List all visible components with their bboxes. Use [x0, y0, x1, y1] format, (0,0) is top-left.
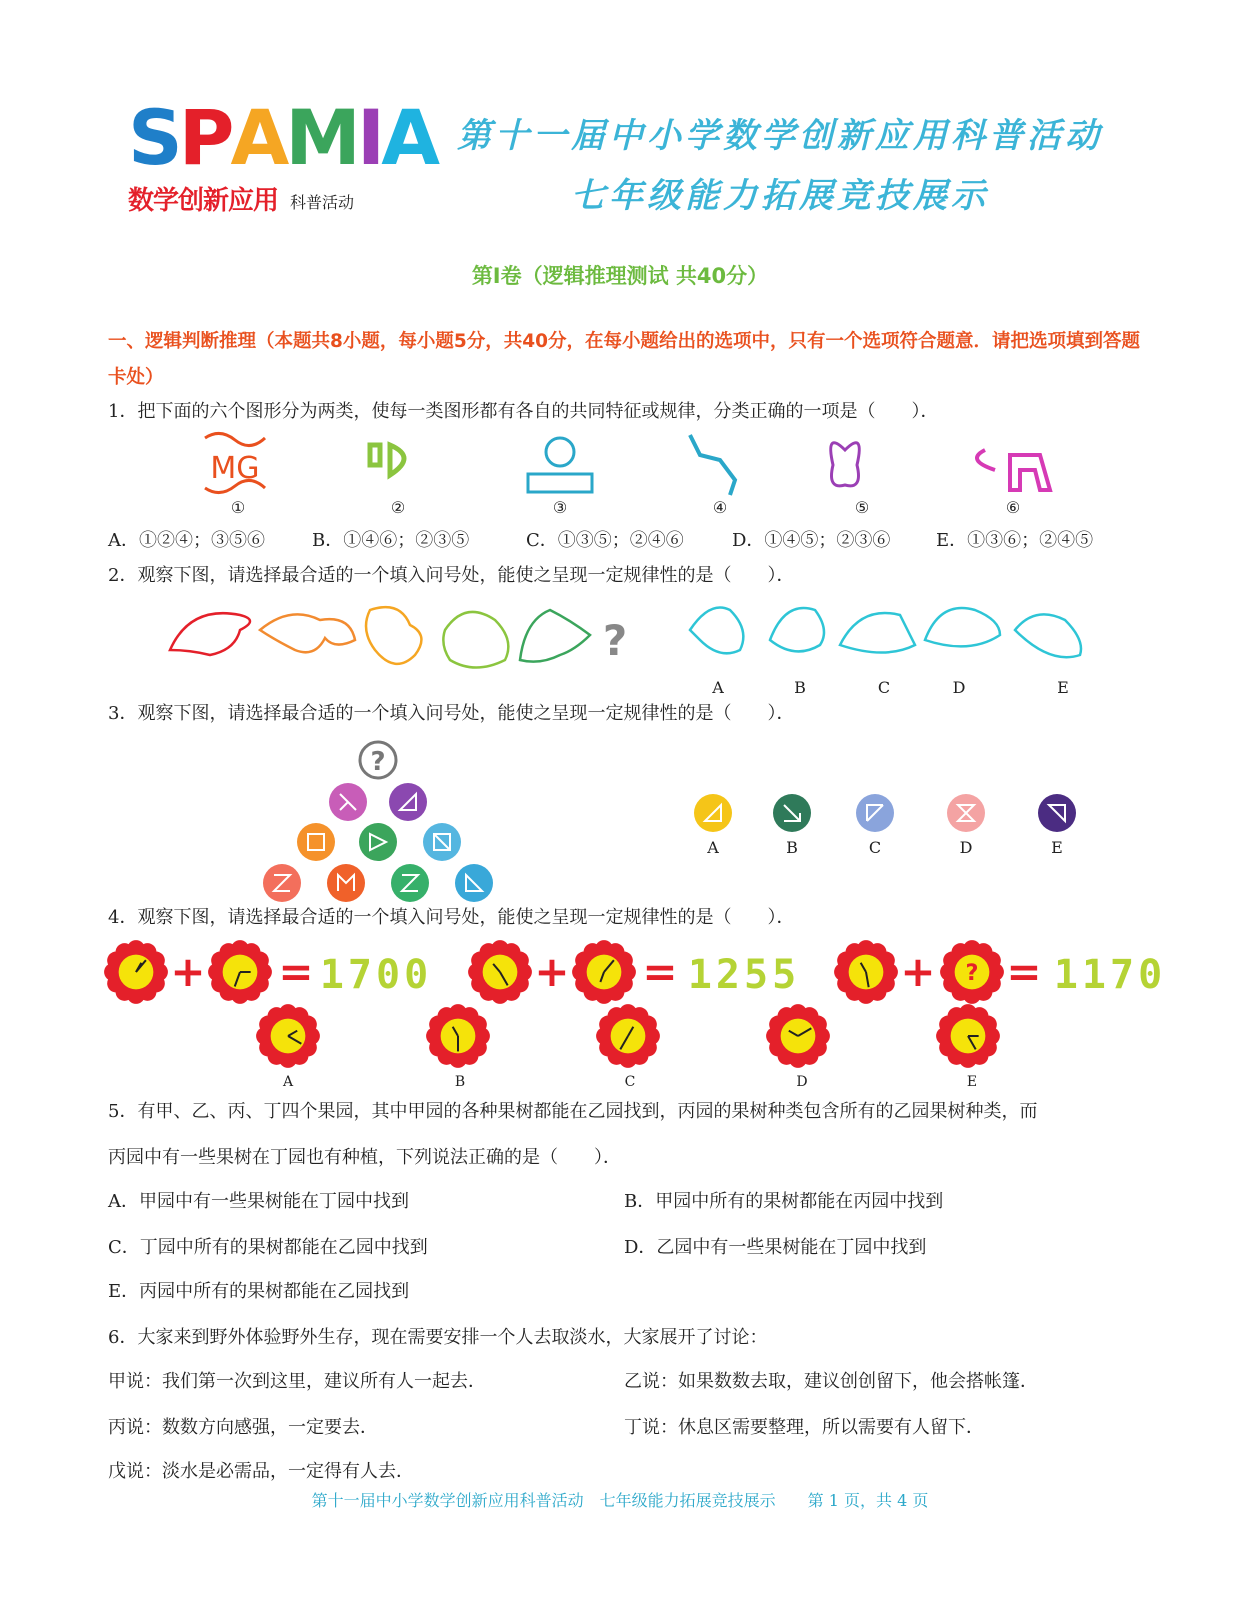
- q1-label-2: ②: [390, 498, 406, 517]
- q5-text-line-1: 5．有甲、乙、丙、丁四个果园，其中甲园的各种果树都能在乙园找到，丙园的果树种类包含所有的乙园果树种类，而: [108, 1101, 1038, 1122]
- header-line-1: 第十一届中小学数学创新应用科普活动: [457, 116, 1103, 156]
- q1-figure-1-text: MG: [210, 451, 260, 486]
- q1-figure-4: [690, 435, 735, 495]
- q2-option-shape-d: [925, 608, 1000, 646]
- q5-text-line-2: 丙园中有一些果树在丁园也有种植，下列说法正确的是（ ）．: [108, 1147, 621, 1168]
- q4-label-e: E: [966, 1074, 978, 1090]
- clock-flower: [766, 1004, 830, 1068]
- q2-option-shape-e: [1015, 614, 1081, 657]
- q1-label-6: ⑥: [1005, 498, 1021, 517]
- q3-label-d: D: [959, 838, 973, 857]
- q2-text: 2．观察下图，请选择最合适的一个填入问号处，能使之呈现一定规律性的是（ ）．: [108, 565, 795, 586]
- q2-label-b: B: [794, 678, 806, 697]
- logo-subtitle: 数学创新应用: [128, 186, 279, 216]
- q1-label-4: ④: [712, 498, 728, 517]
- header-line-2: 七年级能力拓展竞技展示: [571, 176, 989, 216]
- q2-option-shape-b: [770, 608, 824, 651]
- q1-option-d: D．①④⑤；②③⑥: [732, 530, 891, 551]
- clock-flower: [208, 940, 272, 1004]
- clock-flower: [104, 940, 168, 1004]
- q1-label-1: ①: [230, 498, 246, 517]
- q1-text: 1．把下面的六个图形分为两类，使每一类图形都有各自的共同特征或规律，分类正确的一项是（ ）．: [108, 401, 939, 422]
- q2-label-c: C: [877, 678, 891, 697]
- q3-label-e: E: [1051, 838, 1063, 857]
- q6-statement-ding: 丁说：休息区需要整理，所以需要有人留下．: [624, 1417, 984, 1438]
- q3-figures: [0, 730, 1240, 910]
- clock-flower: [834, 940, 898, 1004]
- q2-label-e: E: [1057, 678, 1069, 697]
- q3-label-a: A: [707, 838, 719, 857]
- q1-option-a: A．①②④；③⑤⑥: [108, 530, 265, 551]
- q1-figure-2: [370, 445, 404, 475]
- logo-letter: P: [178, 93, 231, 182]
- q4-sum: 1255: [687, 952, 801, 998]
- q2-label-d: D: [952, 678, 966, 697]
- q1-option-c: C．①③⑤；②④⑥: [526, 530, 684, 551]
- q4-figures: [0, 936, 1240, 1076]
- clock-flower: [468, 940, 532, 1004]
- q3-text: 3．观察下图，请选择最合适的一个填入问号处，能使之呈现一定规律性的是（ ）．: [108, 703, 795, 724]
- q4-equals: =: [642, 947, 678, 996]
- q1-figures: [190, 430, 1070, 500]
- q4-label-d: D: [796, 1074, 808, 1090]
- q4-equals: =: [1006, 947, 1042, 996]
- clock-flower: [936, 1004, 1000, 1068]
- logo-letter: A: [381, 93, 437, 182]
- q6-text: 6．大家来到野外体验野外生存，现在需要安排一个人去取淡水，大家展开了讨论：: [108, 1327, 768, 1348]
- q1-option-b: B．①④⑥；②③⑤: [312, 530, 470, 551]
- logo-subtitle-2: 科普活动: [290, 193, 355, 212]
- logo-letter: S: [128, 93, 179, 182]
- q4-label-b: B: [454, 1074, 466, 1090]
- logo-letter: A: [230, 93, 286, 182]
- q1-option-e: E．①③⑥；②④⑤: [936, 530, 1094, 551]
- q4-sum: 1170: [1053, 952, 1167, 998]
- q3-question-mark: ?: [370, 747, 386, 777]
- q4-plus: +: [534, 947, 570, 996]
- spamia-logo: [128, 93, 437, 182]
- q2-shape-2: [260, 614, 355, 652]
- q3-pyramid-circle: [359, 823, 397, 861]
- clock-flower: [256, 1004, 320, 1068]
- q2-shape-5: [520, 610, 590, 662]
- q3-label-b: B: [786, 838, 798, 857]
- q4-equals: =: [278, 947, 314, 996]
- q2-option-shape-c: [840, 613, 915, 653]
- q3-pyramid-circle: [297, 823, 335, 861]
- q2-option-shape-a: [690, 608, 743, 654]
- q6-statement-jia: 甲说：我们第一次到这里，建议所有人一起去．: [108, 1371, 486, 1392]
- q6-statement-wu: 戊说：淡水是必需品，一定得有人去．: [108, 1461, 414, 1482]
- clock-flower: [572, 940, 636, 1004]
- q3-label-c: C: [868, 838, 882, 857]
- q6-statement-bing: 丙说：数数方向感强，一定要去．: [108, 1417, 378, 1438]
- q1-label-3: ③: [552, 498, 568, 517]
- q2-question-mark: ?: [602, 616, 628, 665]
- q2-shape-4: [443, 612, 508, 668]
- clock-flower: [426, 1004, 490, 1068]
- q2-figures: [160, 600, 1100, 680]
- q5-option-e: E．丙园中所有的果树都能在乙园找到: [108, 1281, 410, 1302]
- q5-option-d: D．乙园中有一些果树能在丁园中找到: [624, 1237, 927, 1258]
- q5-option-b: B．甲园中所有的果树都能在丙园中找到: [624, 1191, 944, 1212]
- q4-plus: +: [900, 947, 936, 996]
- clock-flower: [596, 1004, 660, 1068]
- q2-shape-3: [366, 607, 421, 664]
- q4-sum: 1700: [319, 952, 433, 998]
- q4-label-a: A: [282, 1074, 294, 1090]
- clock-flower: [940, 940, 1004, 1004]
- q6-statement-yi: 乙说：如果数数去取，建议创创留下，他会搭帐篷．: [624, 1371, 1038, 1392]
- q1-figure-6: [977, 450, 1050, 490]
- q4-plus: +: [170, 947, 206, 996]
- q2-shape-1: [170, 613, 250, 655]
- q1-figure-3: [528, 438, 592, 492]
- q4-label-c: C: [624, 1074, 636, 1090]
- page-footer: 第十一届中小学数学创新应用科普活动 七年级能力拓展竞技展示 第 1 页，共 4 页: [311, 1491, 929, 1510]
- logo-letter: M: [285, 93, 357, 182]
- q5-option-c: C．丁园中所有的果树都能在乙园中找到: [108, 1237, 428, 1258]
- section-title: 第Ⅰ卷（逻辑推理测试 共40分）: [471, 264, 769, 288]
- instructions: 一、逻辑判断推理（本题共8小题，每小题5分，共40分，在每小题给出的选项中，只有一个选项符合题意．请把选项填到答题卡处）: [108, 331, 1140, 388]
- q5-option-a: A．甲园中有一些果树能在丁园中找到: [108, 1191, 409, 1212]
- q4-question-mark: ?: [965, 959, 979, 986]
- q2-label-a: A: [712, 678, 724, 697]
- q4-text: 4．观察下图，请选择最合适的一个填入问号处，能使之呈现一定规律性的是（ ）．: [108, 907, 795, 928]
- q1-figure-5: [831, 443, 860, 486]
- q1-label-5: ⑤: [854, 498, 870, 517]
- logo-letter: I: [356, 93, 382, 182]
